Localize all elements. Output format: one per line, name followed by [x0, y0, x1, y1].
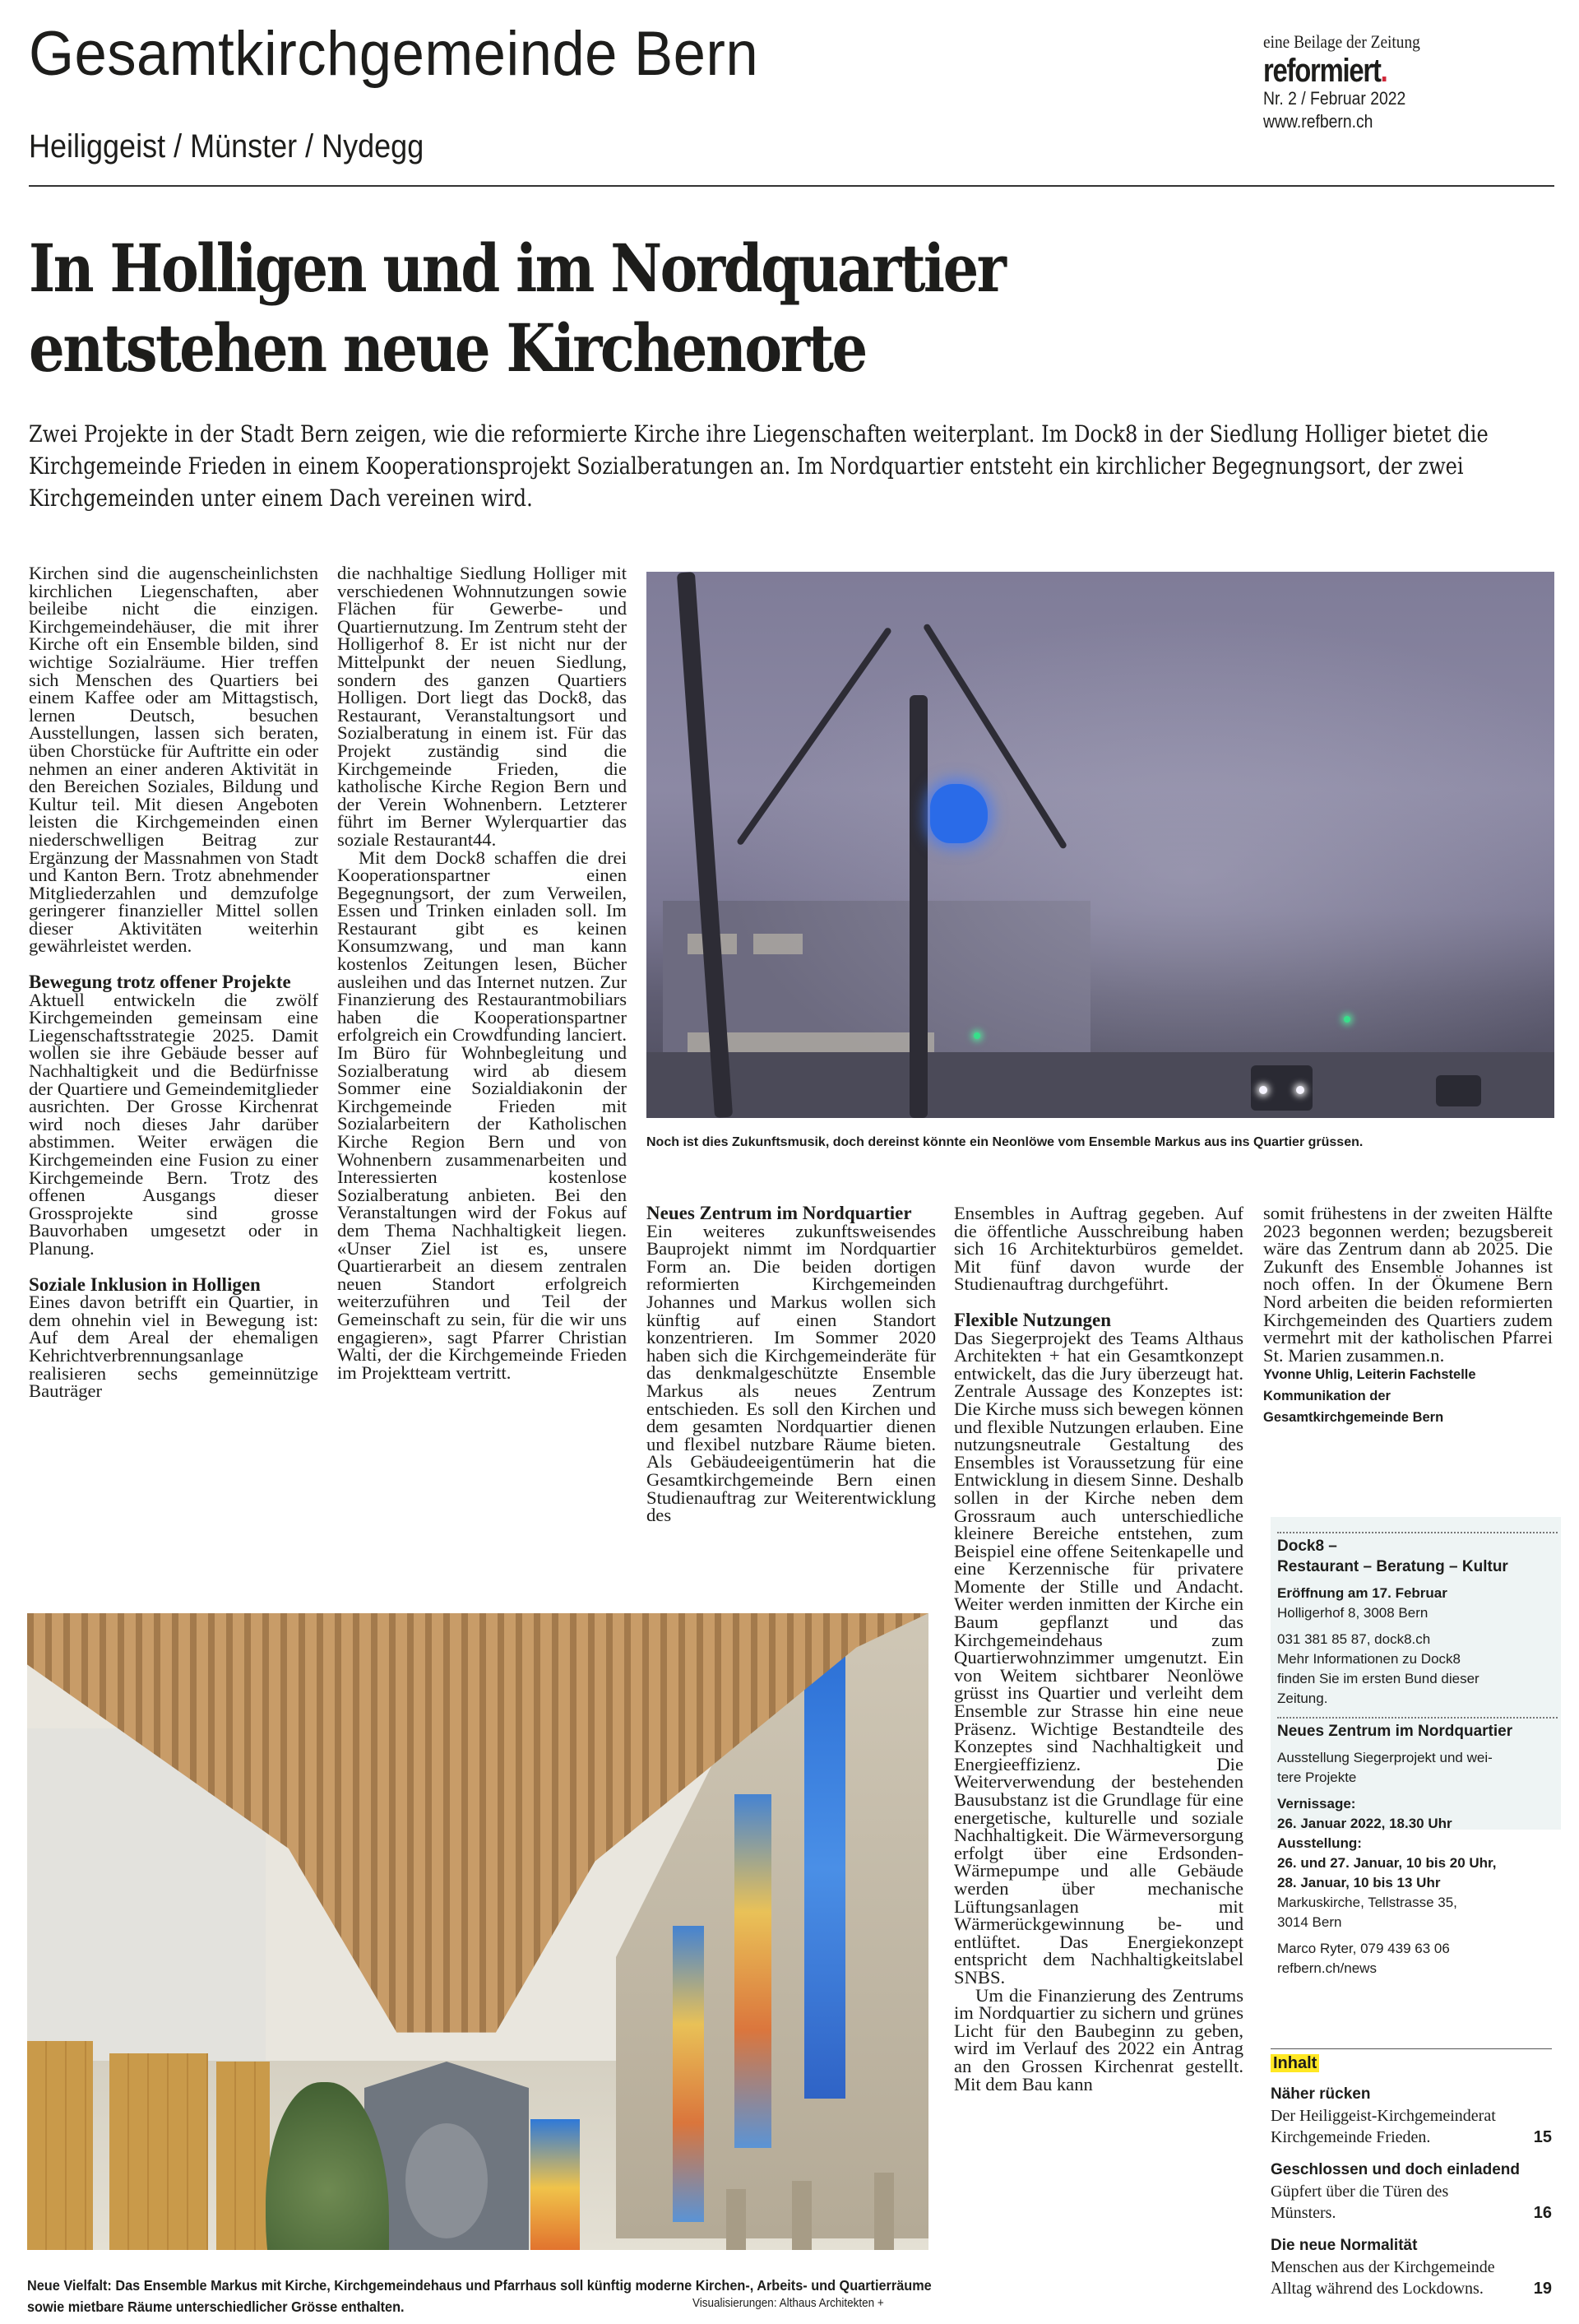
page-number: 19	[1533, 2280, 1552, 2298]
street-photo-caption: Noch ist dies Zukunftsmusik, doch dereinst könnte ein Neonlöwe vom Ensemble Markus aus ins Quartier grüssen.	[646, 1135, 1364, 1149]
article-column-2	[337, 564, 627, 1381]
paragraph: Kirchen sind die augenscheinlichsten kirchlichen Liegenschaften, aber beileibe nicht die einzigen. Kirchgemeindehäuser, die mit ihrer Kirche oft ein Ensemble bilden, sind wichtige Sozialräume. Hier treffen sich Menschen des Quartiers bei einem Kaffee oder am Mittagstisch, lernen Deutsch, besuchen Ausstellungen, lassen sich beraten, üben Chorstücke für Auftritte ein oder nehmen an einer anderen Aktivität in den Bereichen Soziales, Bildung und Kultur teil. Mit diesen Angeboten leisten die Kirchgemeinden einen niederschwelligen Beitrag zur Ergänzung der Massnahmen von Stadt und Kanton Bern. Trotz abnehmender Mitgliederzahlen und demzufolge geringerer finanzieller Mittel sollen dieser Aktivitäten weiterhin gewährleistet werden.	[29, 563, 318, 957]
section-title: Gesamtkirchgemeinde Bern	[29, 19, 759, 89]
neon-lion-icon	[930, 784, 988, 843]
paragraph: Um die Finanzierung des Zentrums im Nordquartier zu sichern und grünes Licht für den Baubeginn zu geben, wird im Verlauf des 2022 ein Antrag an den Grossen Kirchenrat gestellt. Mit dem Bau kann	[954, 1984, 1243, 2094]
issue-number: Nr. 2 / Februar 2022	[1263, 88, 1406, 109]
page-number: 15	[1533, 2128, 1552, 2146]
subheading: Soziale Inklusion in Holligen	[29, 1273, 261, 1295]
event-info-box	[1271, 1517, 1561, 1976]
dock8-address: Holligerhof 8, 3008 Bern	[1277, 1605, 1429, 1621]
headline-line-1: In Holligen und im Nordquartier	[29, 230, 1005, 307]
table-of-contents	[1271, 2048, 1552, 2299]
article-column-4	[954, 1204, 1243, 2093]
street-visualization-photo	[646, 572, 1554, 1118]
vernissage-info: Vernissage: 26. Januar 2022, 18.30 Uhr Ausstellung: 26. und 27. Januar, 10 bis 20 Uhr, 28. Januar, 10 bis 13 Uhr	[1277, 1796, 1497, 1890]
supplement-note: eine Beilage der Zeitung	[1263, 31, 1420, 52]
article-column-3	[646, 1204, 936, 1524]
paragraph: Aktuell entwickeln die zwölf Kirchgemeinden gemeinsam eine Liegenschaftsstrategie 2025. Damit wollen sie ihre Gebäude besser auf Nachhaltigkeit und die Bedürfnisse der Quartiere und Gemeindemitglieder ausrichten. Der Grosse Kirchenrat wird noch dieses Jahr darüber abstimmen. Weiter erwägen die Kirchgemeinden eine Fusion zu einer Kirchgemeinde Bern. Trotz des offenen Ausgangs dieser Grossprojekte sind grosse Bauvorhaben umgesetzt oder in Planung.	[29, 989, 318, 1259]
headline-line-2: entstehen neue Kirchenorte	[29, 309, 866, 387]
dotted-divider	[1277, 1717, 1558, 1719]
dock8-title: Dock8 – Restaurant – Beratung – Kultur	[1277, 1538, 1508, 1575]
photo-credit: Visualisierungen: Althaus Architekten +	[692, 2296, 884, 2310]
dock8-more-info: Mehr Informationen zu Dock8 finden Sie im ersten Bund dieser Zeitung.	[1277, 1651, 1479, 1706]
toc-label: Inhalt	[1271, 2054, 1319, 2072]
venue-address: Markuskirche, Tellstrasse 35, 3014 Bern	[1277, 1895, 1457, 1930]
paragraph: Ein weiteres zukunftsweisendes Bauprojekt nimmt im Nordquartier Form an. Die beiden dortigen reformierten Kirchgemeinden Johannes und Markus wollen sich künftig auf einen Standort konzentrieren. Im Sommer 2020 haben sich die Kirchgemeinderäte für das denkmalgeschützte Ensemble Markus als neues Zentrum entschieden. Es soll den Kirchen und dem gesamten Nordquartier dienen und flexibel nutzbare Räume bieten. Als Gebäudeeigentümerin hat die Gesamtkirchgemeinde Bern einen Studienauftrag zur Weiterentwicklung des	[646, 1220, 936, 1526]
paragraph: Das Siegerprojekt des Teams Althaus Architekten + hat ein Gesamtkonzept entwickelt, das die Jury überzeugt hat. Zentrale Aussage des Konzeptes ist: Die Kirche muss sich bewegen können und flexible Nutzungen erlauben. Eine nutzungsneutrale Gestaltung des Ensembles ist Voraussetzung für eine Entwicklung in diesem Sinne. Deshalb sollen in der Kirche neben dem Grossraum auch unterschiedliche kleinere Bereiche entstehen, zum Beispiel eine offene Seitenkapelle und eine Kerzennische für privatere Momente der Stille und Andacht. Weiter werden inmitten der Kirche ein Baum gepflanzt und das Kirchgemeindehaus zum Quartierwohnzimmer umgenutzt. Ein von Weitem sichtbarer Neonlöwe grüsst ins Quartier und verleiht dem Ensemble zur Strasse hin eine neue Präsenz. Wichtige Bestandteile des Konzeptes sind Nachhaltigkeit und Energieeffizienz. Die Weiterverwendung der bestehenden Bausubstanz ist die Grundlage für eine energetische, kulturelle und soziale Nachhaltigkeit. Die Wärmeversorgung erfolgt über eine Erdsonden-Wärmepumpe und alle Gebäude werden über mechanische Lüftungsanlagen mit Wärmerückgewinnung be- und entlüftet. Das Energiekonzept entspricht dem Nachhaltigkeitslabel SNBS.	[954, 1327, 1243, 1988]
dock8-contact[interactable]: 031 381 85 87, dock8.ch	[1277, 1631, 1431, 1647]
toc-divider	[1271, 2048, 1552, 2049]
nordquartier-title: Neues Zentrum im Nordquartier	[1277, 1723, 1513, 1740]
article-column-5	[1263, 1204, 1553, 1428]
paragraph: Eines davon betrifft ein Quartier, in dem ohnehin viel in Bewegung ist: Auf dem Areal der ehemaligen Kehrichtverbrennungsanlage realisieren sechs gemeinnützige Bauträger	[29, 1292, 318, 1402]
paragraph: Mit dem Dock8 schaffen die drei Kooperationspartner einen Begegnungsort, der zum Verweilen, Essen und Trinken einladen soll. Im Restaurant gibt es keinen Konsumzwang, und man kann kostenlos Zeitungen lesen, Bücher ausleihen und das Internet nutzen. Zur Finanzierung des Restaurantmobiliars haben die Kooperationspartner erfolgreich ein Crowdfunding lanciert. Im Büro für Wohnbegleitung und Sozialberatung wird ab diesem Sommer eine Sozialdiakonin der Kirchgemeinde Frieden mit Sozialarbeitern der Katholischen Kirche Region Bern und von Wohnenbern zusammenarbeiten und Interessierten kostenlose Sozialberatung anbieten. Bei den Veranstaltungen wird der Fokus auf dem Thema Nachhaltigkeit liegen. «Unser Ziel ist es, unsere Quartierarbeit an diesem zentralen neuen Standort erfolgreich weiterzuführen und Teil der Gemeinschaft zu sein, für die wir uns engagieren», sagt Pfarrer Christian Walti, der die Kirchgemeinde Frieden im Projektteam vertritt.	[337, 847, 627, 1383]
toc-item[interactable]: Die neue Normalität Menschen aus der Kirchgemeinde Alltag während des Lockdowns. 19	[1271, 2237, 1552, 2298]
news-link[interactable]: refbern.ch/news	[1277, 1960, 1377, 1976]
nordquartier-contact: Marco Ryter, 079 439 63 06	[1277, 1941, 1450, 1956]
road-shape	[646, 1052, 1554, 1118]
article-lead: Zwei Projekte in der Stadt Bern zeigen, wie die reformierte Kirche ihre Liegenschaften weiterplant. Im Dock8 in der Siedlung Holliger bietet die Kirchgemeinde Frieden in einem Kooperationsprojekt Sozialberatungen an. Im Nordquartier entsteht ein kirchlicher Begegnungsort, der zwei Kirchgemeinden unter einem Dach vereinen wird.	[29, 420, 1489, 512]
church-interior-visualization-photo	[27, 1613, 928, 2250]
article-column-1	[29, 564, 318, 1400]
subheading: Bewegung trotz offener Projekte	[29, 972, 291, 993]
church-photo-caption: Neue Vielfalt: Das Ensemble Markus mit Kirche, Kirchgemeindehaus und Pfarrhaus soll künftig moderne Kirchen-, Arbeits- und Quartierräume sowie mietbare Räume unterschiedlicher Grösse enthalten.	[27, 2277, 932, 2315]
author-byline: Yvonne Uhlig, Leiterin Fachstelle Kommunikation der Gesamtkirchgemeinde Bern	[1263, 1367, 1476, 1426]
section-subtitle: Heiliggeist / Münster / Nydegg	[29, 128, 424, 165]
paragraph: die nachhaltige Siedlung Holliger mit verschiedenen Wohnnutzungen sowie Flächen für Gewerbe- und Quartiernutzung. Im Zentrum steht der Holligerhof 8. Er ist nicht nur der Mittelpunkt der neuen Siedlung, sondern des ganzen Quartiers Holligen. Dort liegt das Dock8, das Restaurant, Veranstaltungsort und Sozialberatung in einem ist. Für das Projekt zuständig sind die Kirchgemeinde Frieden, die katholische Kirche Region Bern und der Verein Wohnenbern. Letzterer führt im Berner Wylerquartier das soziale Restaurant44.	[337, 563, 627, 850]
dock8-opening: Eröffnung am 17. Februar	[1277, 1585, 1447, 1601]
nordquartier-description: Ausstellung Siegerprojekt und wei- tere Projekte	[1277, 1750, 1493, 1785]
toc-item[interactable]: Geschlossen und doch einladend Güpfert über die Türen des Münsters. 16	[1271, 2161, 1552, 2222]
article-headline	[29, 229, 1090, 388]
toc-item[interactable]: Näher rücken Der Heiliggeist-Kirchgemeinderat Kirchgemeinde Frieden. 15	[1271, 2085, 1552, 2146]
dotted-divider	[1277, 1532, 1558, 1533]
subheading: Flexible Nutzungen	[954, 1309, 1112, 1330]
header-divider	[29, 185, 1554, 187]
logo-dot-icon: .	[1380, 53, 1387, 89]
website-link[interactable]: www.refbern.ch	[1263, 111, 1373, 132]
paragraph: Ensembles in Auftrag gegeben. Auf die öffentliche Ausschreibung haben sich 16 Architekturbüros gemeldet. Mit fünf davon wurde der Studienauftrag durchgeführt.	[954, 1203, 1243, 1295]
paragraph: somit frühestens in der zweiten Hälfte 2023 begonnen werden; bezugsbereit wäre das Zentrum dann ab 2025. Die Zukunft des Ensemble Johannes ist noch offen. In der Ökumene Bern Nord arbeiten die beiden reformierten Kirchgemeinden des Quartiers zudem vermehrt mit der katholischen Pfarrei St. Marien zusammen.n.	[1263, 1203, 1553, 1366]
logo-text: reformiert	[1263, 53, 1381, 89]
publication-brand	[1263, 31, 1559, 133]
subheading: Neues Zentrum im Nordquartier	[646, 1203, 912, 1223]
reformiert-logo	[1263, 54, 1506, 87]
page-number: 16	[1533, 2204, 1552, 2222]
